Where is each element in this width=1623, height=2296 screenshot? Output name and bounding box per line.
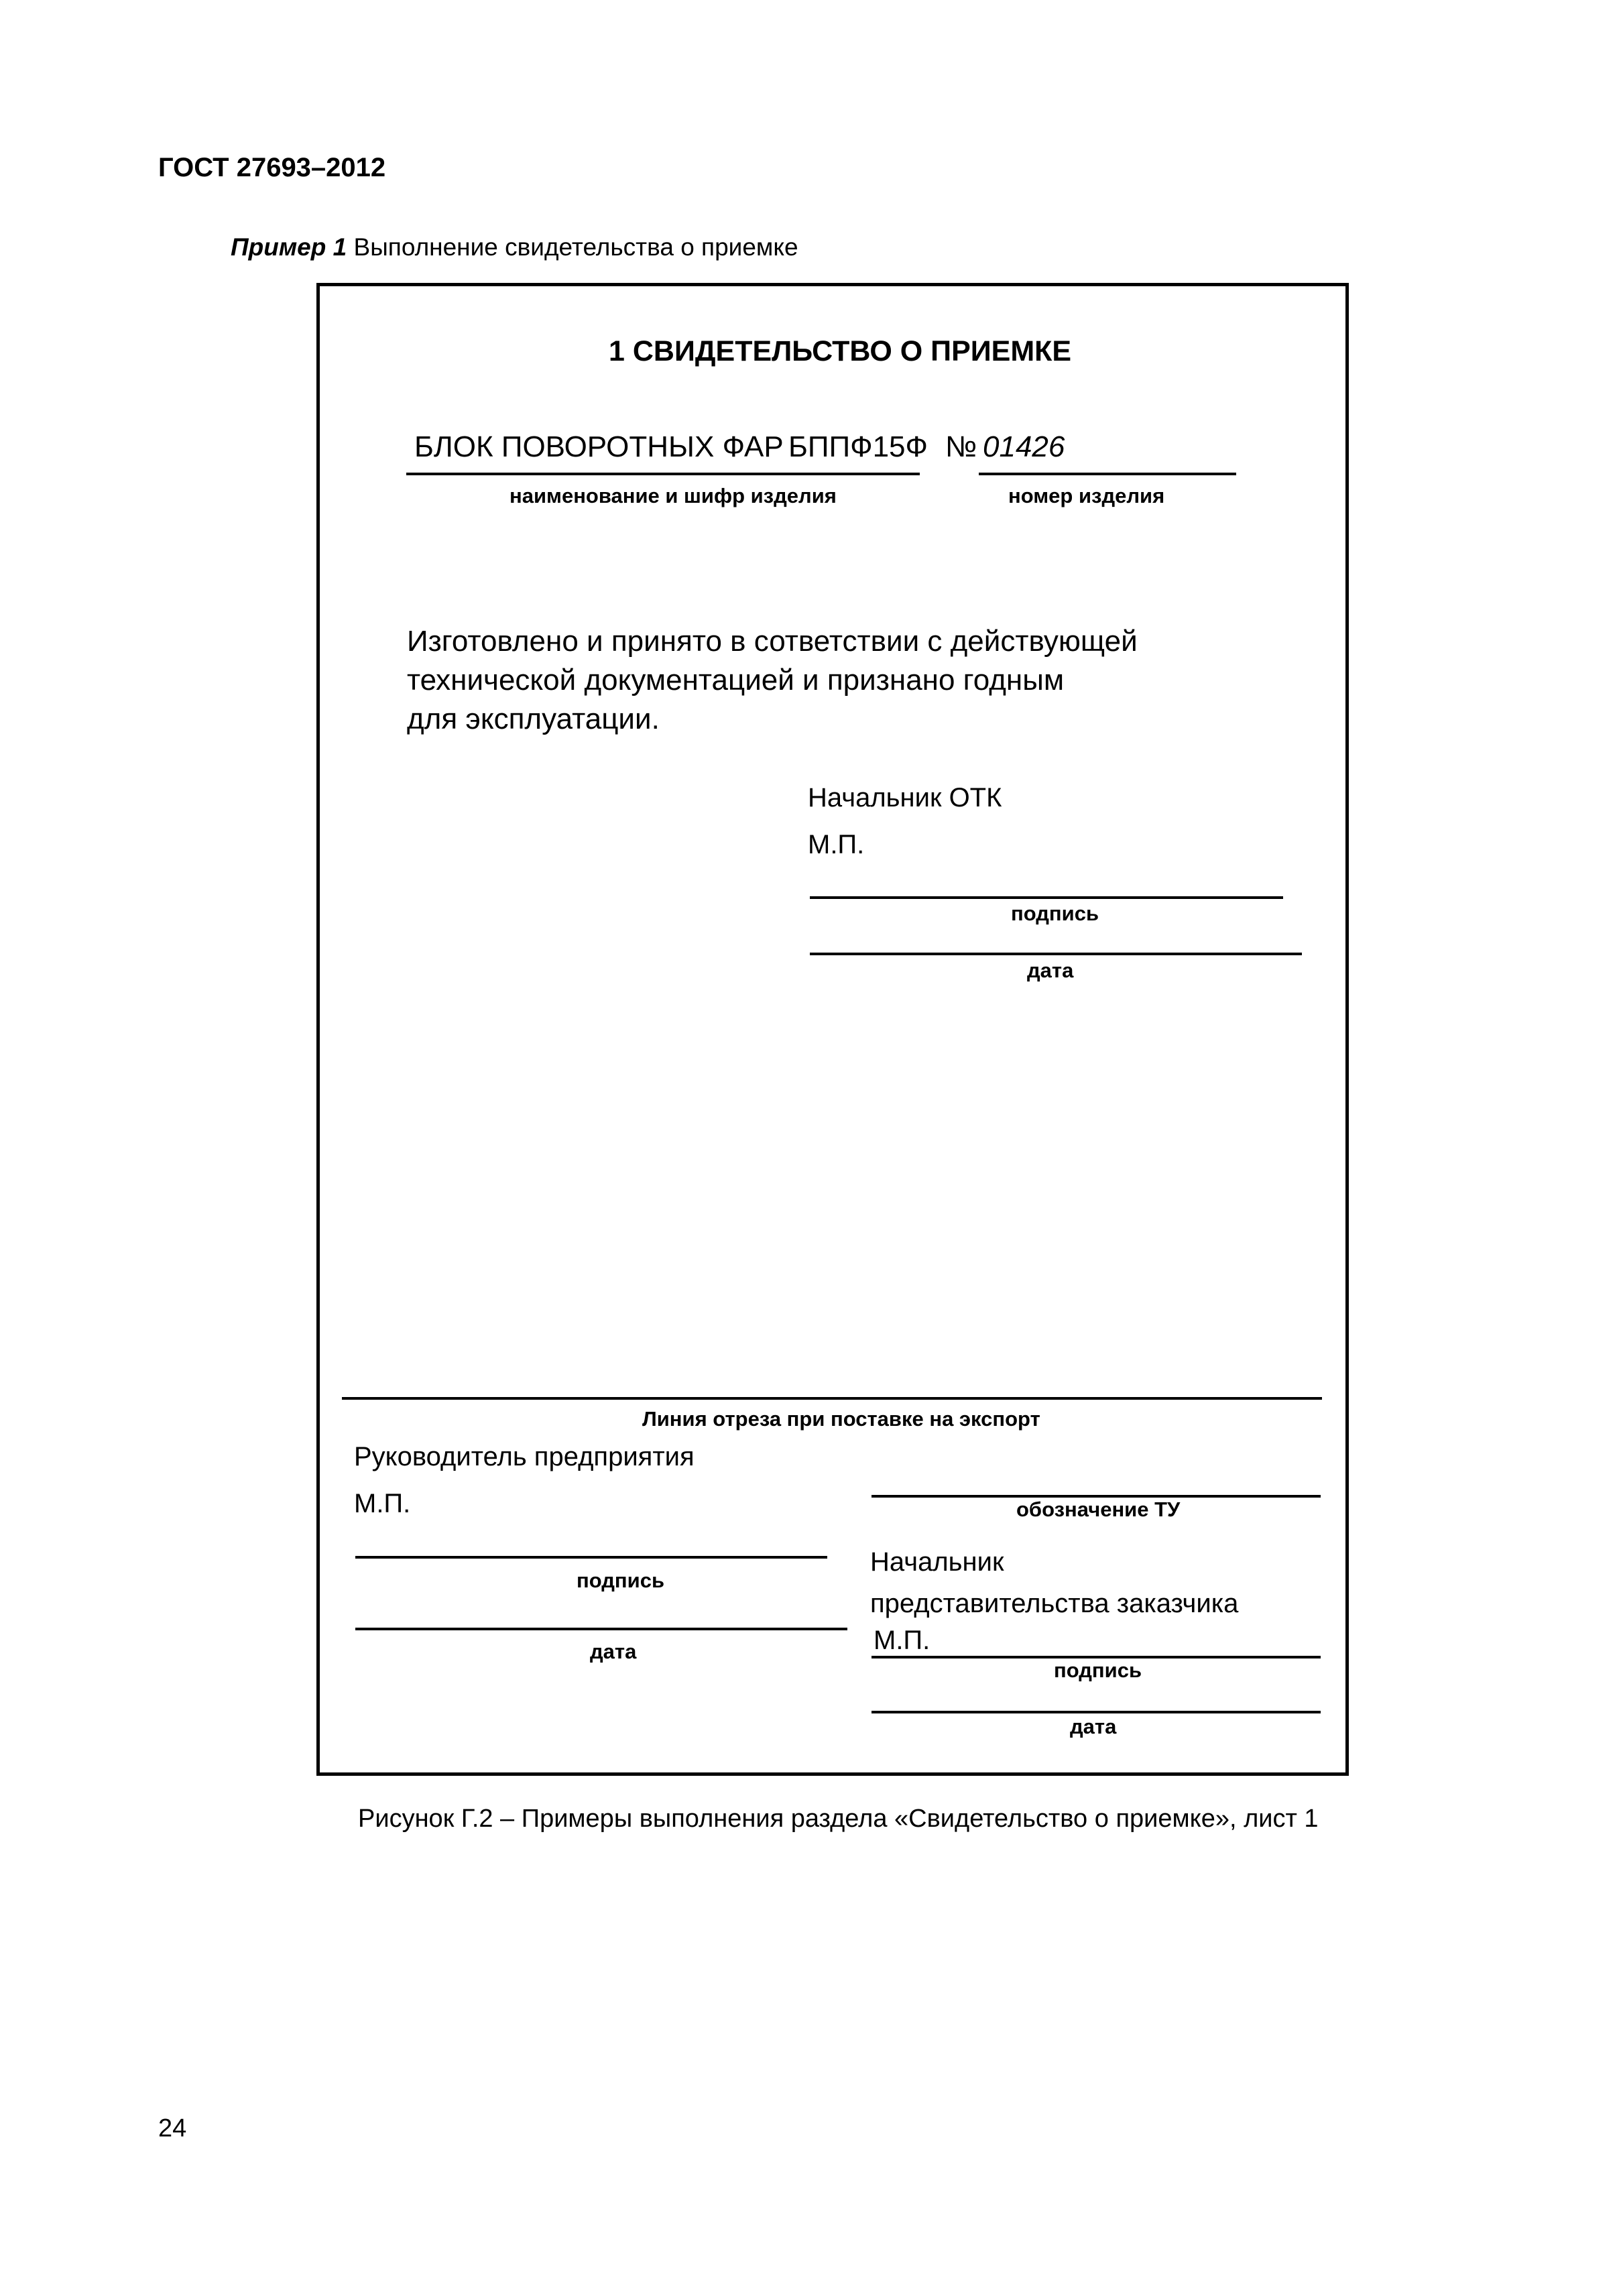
- enterprise-head-date-line: [355, 1628, 847, 1630]
- otk-signature-caption: подпись: [1011, 902, 1099, 925]
- product-number-underline: [979, 473, 1236, 475]
- otk-head-title: Начальник ОТК: [808, 783, 1002, 812]
- statement-line: для эксплуатации.: [407, 703, 660, 735]
- cut-line-caption: Линия отреза при поставке на экспорт: [642, 1407, 1040, 1431]
- example-text: Выполнение свидетельства о приемке: [347, 233, 798, 261]
- enterprise-head-stamp-label: М.П.: [354, 1489, 411, 1518]
- statement-line: технической документацией и признано годным: [407, 664, 1065, 697]
- customer-rep-title: [870, 1541, 1238, 1624]
- customer-rep-signature-caption: подпись: [1054, 1658, 1142, 1682]
- product-code: БППФ15Ф: [788, 430, 928, 463]
- customer-rep-date-caption: дата: [1070, 1715, 1117, 1738]
- customer-rep-stamp-label: М.П.: [874, 1626, 930, 1655]
- otk-stamp-label: М.П.: [808, 830, 865, 859]
- example-label: Пример 1: [231, 233, 347, 261]
- product-name: БЛОК ПОВОРОТНЫХ ФАР: [414, 430, 784, 463]
- page-number: 24: [158, 2114, 187, 2142]
- cut-line: [342, 1397, 1322, 1400]
- acceptance-statement: [407, 622, 1178, 739]
- enterprise-head-signature-caption: подпись: [577, 1569, 665, 1592]
- form-title: 1 СВИДЕТЕЛЬСТВО О ПРИЕМКЕ: [609, 335, 1072, 367]
- otk-date-line: [810, 953, 1302, 955]
- document-header: ГОСТ 27693–2012: [158, 153, 386, 182]
- tu-designation-caption: обозначение ТУ: [1016, 1498, 1181, 1521]
- enterprise-head-date-caption: дата: [590, 1640, 637, 1663]
- example-caption: [231, 233, 798, 261]
- enterprise-head-signature-line: [355, 1556, 827, 1559]
- customer-rep-title-line: Начальник: [870, 1547, 1004, 1577]
- product-number-caption: номер изделия: [1008, 484, 1165, 507]
- customer-rep-title-line: представительства заказчика: [870, 1589, 1239, 1618]
- product-name-underline: [406, 473, 920, 475]
- figure-caption: Рисунок Г.2 – Примеры выполнения раздела «Свидетельство о приемке», лист 1: [358, 1805, 1319, 1833]
- statement-line: Изготовлено и принято в сответствии с действующей: [407, 625, 1138, 658]
- otk-signature-line: [810, 896, 1283, 899]
- enterprise-head-title: Руководитель предприятия: [354, 1442, 695, 1471]
- product-number: 01426: [983, 430, 1065, 463]
- number-sign: №: [945, 430, 977, 463]
- otk-date-caption: дата: [1027, 959, 1074, 982]
- product-name-caption: наименование и шифр изделия: [509, 484, 837, 507]
- customer-rep-date-line: [871, 1711, 1321, 1713]
